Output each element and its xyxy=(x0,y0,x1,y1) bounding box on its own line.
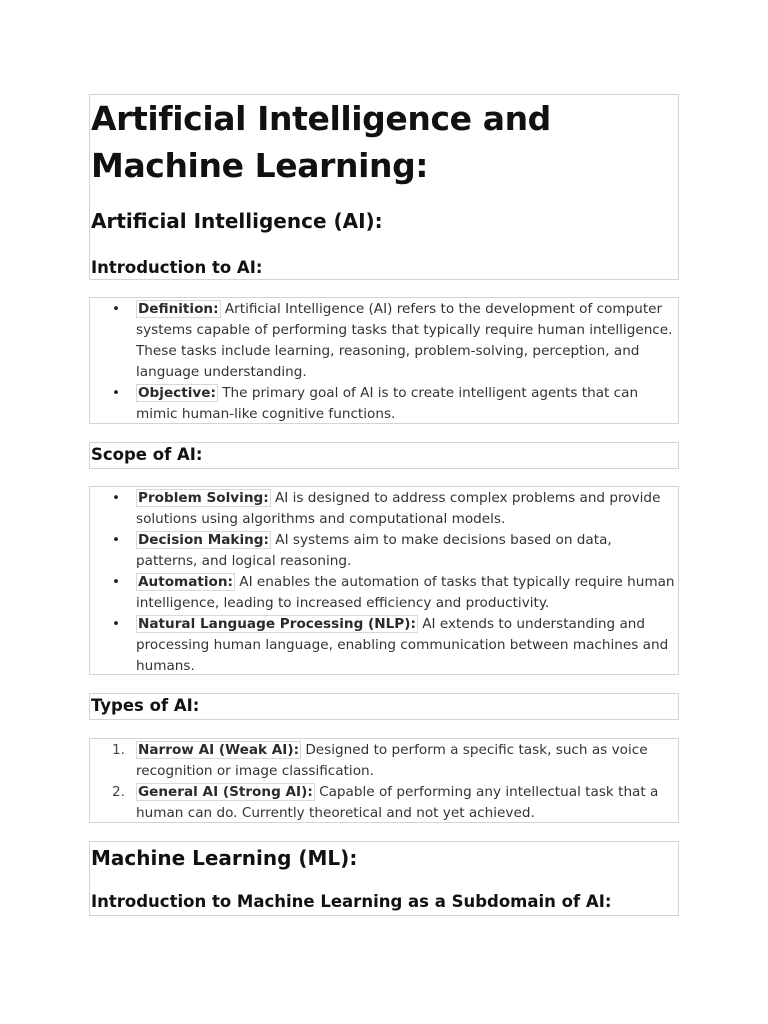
term: Automation: xyxy=(138,574,233,590)
types-heading: Types of AI: xyxy=(91,696,200,715)
term: Natural Language Processing (NLP): xyxy=(138,616,416,632)
types-heading-box xyxy=(89,693,679,720)
list-item xyxy=(90,782,678,824)
document-title: Artificial Intelligence and Machine Learning: xyxy=(91,99,551,185)
list-item xyxy=(90,572,678,614)
list-item xyxy=(90,614,678,677)
item-text: AI enables the automation of tasks that typically require human intelligence, leading to increased efficiency and productivity. xyxy=(136,574,675,611)
bullet-icon: • xyxy=(112,616,121,632)
bullet-icon: • xyxy=(112,532,121,548)
item-text: AI is designed to address complex problems and provide solutions using algorithms and computational models. xyxy=(136,490,661,527)
item-text: Capable of performing any intellectual task that a human can do. Currently theoretical and not yet achieved. xyxy=(136,784,659,821)
term: Objective: xyxy=(138,385,216,401)
term: Decision Making: xyxy=(138,532,269,548)
term: General AI (Strong AI): xyxy=(138,784,313,800)
ml-heading: Machine Learning (ML): xyxy=(91,846,358,870)
item-text: Artificial Intelligence (AI) refers to the development of computer systems capable of performing tasks that typically require human intelligence. These tasks include learning, reasoning, problem-solving, perception, and language understanding. xyxy=(136,301,673,380)
list-item xyxy=(90,299,678,383)
bullet-icon: • xyxy=(112,301,121,317)
item-text: AI systems aim to make decisions based on data, patterns, and logical reasoning. xyxy=(136,532,612,569)
types-list xyxy=(90,739,678,824)
title-section xyxy=(89,94,679,280)
list-item xyxy=(90,383,678,425)
types-list-box xyxy=(89,738,679,823)
intro-heading: Introduction to AI: xyxy=(91,258,263,277)
term: Definition: xyxy=(138,301,219,317)
item-number: 1. xyxy=(112,742,125,758)
scope-heading: Scope of AI: xyxy=(91,445,203,464)
item-number: 2. xyxy=(112,784,125,800)
term: Narrow AI (Weak AI): xyxy=(138,742,300,758)
list-item xyxy=(90,530,678,572)
bullet-icon: • xyxy=(112,490,121,506)
list-item xyxy=(90,488,678,530)
item-text: The primary goal of AI is to create intelligent agents that can mimic human-like cognitive functions. xyxy=(136,385,639,422)
term: Problem Solving: xyxy=(138,490,269,506)
scope-list xyxy=(90,487,678,677)
item-text: AI extends to understanding and processing human language, enabling communication between machines and humans. xyxy=(136,616,669,674)
item-text: Designed to perform a specific task, such as voice recognition or image classification. xyxy=(136,742,648,779)
ml-section xyxy=(89,841,679,916)
scope-heading-box xyxy=(89,442,679,469)
list-item xyxy=(90,740,678,782)
intro-list xyxy=(90,298,678,425)
ai-heading: Artificial Intelligence (AI): xyxy=(91,209,383,233)
intro-list-box xyxy=(89,297,679,424)
bullet-icon: • xyxy=(112,574,121,590)
ml-intro-heading: Introduction to Machine Learning as a Subdomain of AI: xyxy=(91,892,612,911)
bullet-icon: • xyxy=(112,385,121,401)
scope-list-box xyxy=(89,486,679,675)
